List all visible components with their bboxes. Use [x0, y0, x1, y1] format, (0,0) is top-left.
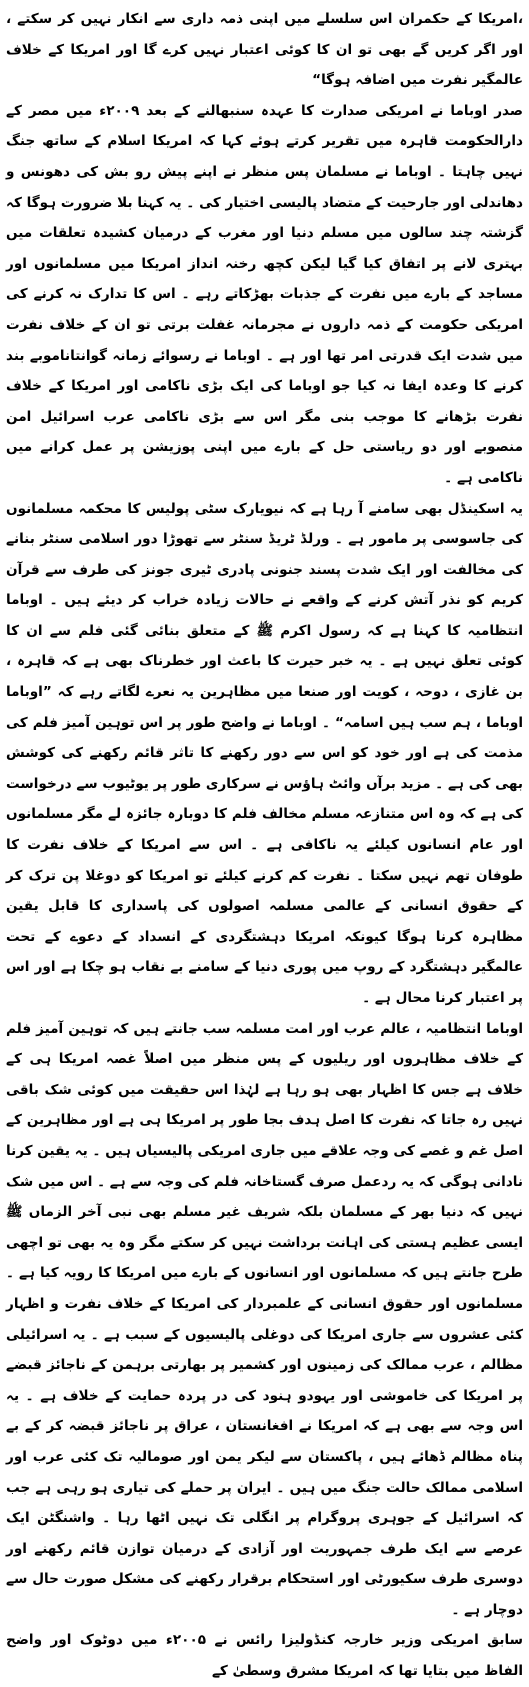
article-paragraph: صدر اوباما نے امریکی صدارت کا عہدہ سنبھالنے کے بعد ۲۰۰۹ء میں مصر کے دارالحکومت قاہرہ میں تقریر کرتے ہوئے کہا کہ امریکا اسلام کے ساتھ جنگ نہیں چاہتا ۔ اوباما نے مسلمان پس منظر نے اپنے پیش رو بش کی دھونس و دھاندلی اور جارحیت کے متضاد پالیسی اختیار کی ۔ یہ کہنا بلا ضرورت ہوگا کہ گزشتہ چند سالوں میں مسلم دنیا اور مغرب کے درمیان کشیدہ تعلقات میں بہتری لانے پر اتفاق کیا گیا لیکن کچھ رخنہ انداز امریکا میں مسلمانوں اور مساجد کے بارے میں نفرت کے جذبات بھڑکاتے رہے ۔ اس کا تدارک نہ کرنے کی امریکی حکومت کے ذمہ داروں نے مجرمانہ غفلت برتی تو ان کے خلاف نفرت میں شدت ایک قدرتی امر تھا اور ہے ۔ اوباما نے رسوائے زمانہ گوانتاناموبے بند کرنے کا وعدہ ایفا نہ کیا جو اوباما کی ایک بڑی ناکامی اور امریکا کے خلاف نفرت بڑھانے کا موجب بنی مگر اس سے بڑی ناکامی عرب اسرائیل امن منصوبے اور دو ریاستی حل کے بارے میں اپنی پوزیشن پر عمل کرانے میں ناکامی ہے ۔: [6, 102, 524, 486]
article-paragraph: سابق امریکی وزیر خارجہ کنڈولیزا رائس نے ۲۰۰۵ء میں دوٹوک اور واضح الفاظ میں بتایا تھا کہ امریکا مشرق وسطیٰ کے: [6, 1632, 523, 1680]
article-paragraph: یہ اسکینڈل بھی سامنے آ رہا ہے کہ نیویارک سٹی پولیس کا محکمہ مسلمانوں کی جاسوسی پر مامور ہے ۔ ورلڈ ٹریڈ سنٹر سے تھوڑا دور اسلامی سنٹر بنانے کی مخالفت اور ایک شدت پسند جنونی پادری ٹیری جونز کی طرف سے قرآن کریم کو نذر آتش کرنے کے واقعے نے حالات زیادہ خراب کر دیئے ہیں ۔ اوباما انتظامیہ کا کہنا ہے کہ رسول اکرم ﷺ کے متعلق بنائی گئی فلم سے ان کا کوئی تعلق نہیں ہے ۔ یہ خبر حیرت کا باعث اور خطرناک بھی ہے کہ قاہرہ ، بن غازی ، دوحہ ، کویت اور صنعا میں مظاہرین یہ نعرے لگاتے رہے کہ ”اوباما اوباما ، ہم سب ہیں اسامہ“ ۔ اوباما نے واضح طور پر اس توہین آمیز فلم کی مذمت کی ہے اور خود کو اس سے دور رکھنے کا تاثر قائم رکھنے کی کوشش بھی کی ہے ۔ مزید برآں وائٹ ہاؤس نے سرکاری طور پر یوٹیوب سے درخواست کی ہے کہ وہ اس متنازعہ مسلم مخالف فلم کا دوبارہ جائزہ لے مگر مسلمانوں اور عام انسانوں کیلئے یہ ناکافی ہے ۔ اس سے امریکا کے خلاف نفرت کا طوفان تھم نہیں سکتا ۔ نفرت کم کرنے کیلئے تو امریکا کو دوغلا پن ترک کر کے حقوق انسانی کے عالمی مسلمہ اصولوں کی پاسداری کا قابل یقین مظاہرہ کرنا ہوگا کیونکہ امریکا دہشتگردی کے انسداد کے دعوے کے تحت عالمگیر دہشتگرد کے روپ میں پوری دنیا کے سامنے بے نقاب ہو چکا ہے اور اس پر اعتبار کرنا محال ہے ۔: [6, 500, 523, 1006]
article-paragraph: اوباما انتظامیہ ، عالم عرب اور امت مسلمہ سب جانتے ہیں کہ توہین آمیز فلم کے خلاف مظاہروں اور ریلیوں کے پس منظر میں اصلاً غصہ امریکا ہی کے خلاف ہے جس کا اظہار بھی ہو رہا ہے لہٰذا اس حقیقت میں کوئی شک باقی نہیں رہ جاتا کہ نفرت کا اصل ہدف بجا طور پر امریکا ہی ہے اور مظاہرین کے اصل غم و غصے کی وجہ علاقے میں جاری امریکی پالیسیاں ہیں ۔ یہ یقین کرنا نادانی ہوگی کہ یہ ردعمل صرف گستاخانہ فلم کی وجہ سے ہے ۔ اس میں شک نہیں کہ دنیا بھر کے مسلمان بلکہ شریف غیر مسلم بھی نبی آخر الزماں ﷺ ایسی عظیم ہستی کی اہانت برداشت نہیں کر سکتے مگر وہ یہ بھی تو اچھی طرح جانتے ہیں کہ مسلمانوں اور انسانوں کے بارے میں امریکا کا رویہ کیا ہے ۔ مسلمانوں اور حقوق انسانی کے علمبردار کی امریکا کے خلاف نفرت و اظہار کئی عشروں سے جاری امریکا کی دوغلی پالیسیوں کے سبب ہے ۔ یہ اسرائیلی مظالم ، عرب ممالک کی زمینوں اور کشمیر پر بھارتی برہمن کے ناجائز قبضے پر امریکا کی خاموشی اور یہودو ہنود کی در پردہ حمایت کے خلاف ہے ۔ یہ اس وجہ سے بھی ہے کہ امریکا نے افغانستان ، عراق پر ناجائز قبضہ کر کے بے پناہ مظالم ڈھائے ہیں ، پاکستان سے لیکر یمن اور صومالیہ تک کئی عرب اور اسلامی ممالک حالت جنگ میں ہیں ۔ ایران پر حملے کی تیاری ہو رہی ہے جب کہ اسرائیل کے جوہری پروگرام پر انگلی تک نہیں اٹھا رہا ۔ واشنگٹن ایک عرصے سے ایک طرف جمہوریت اور آزادی کے درمیان توازن قائم رکھنے اور دوسری طرف سکیورٹی اور استحکام برقرار رکھنے کی مشکل صورت حال سے دوچار ہے ۔: [6, 1020, 523, 1618]
article-paragraph: ،امریکا کے حکمران اس سلسلے میں اپنی ذمہ داری سے انکار نہیں کر سکتے ، اور اگر کریں گے بھی تو ان کا کوئی اعتبار نہیں کرے گا اور امریکا کے خلاف عالمگیر نفرت میں اضافہ ہوگا“: [6, 11, 523, 89]
